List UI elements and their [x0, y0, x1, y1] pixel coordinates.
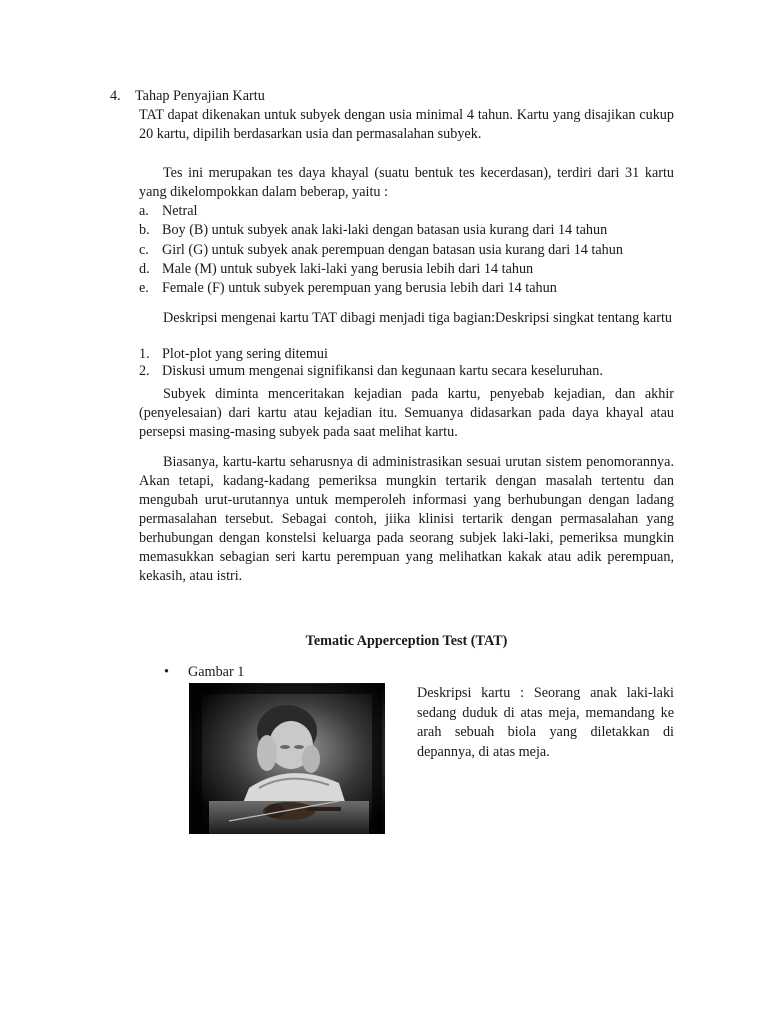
list-item: [139, 260, 679, 279]
list-marker: a.: [139, 203, 149, 219]
tat-title: Tematic Apperception Test (TAT): [305, 633, 508, 649]
bullet-icon: •: [164, 664, 169, 680]
biasanya-paragraph: Biasanya, kartu-kartu seharusnya di administrasikan sesuai urutan sistem penomorannya. Akan tetapi, kadang-kadang pemeriksa mungkin tertarik dengan masalah tertentu dan mengubah urut-urutannya untuk memperoleh informasi yang berhubungan dengan ladang permasalahan tersebut. Sebagai contoh, jiika klinisi tertarik dengan permasalahan yang berhubungan dengan konstelsi keluarga pada seorang subjek laki-laki, pemeriksa mungkin memasukkan sebagian seri kartu perempuan yang melihatkan kakak atau adik perempuan, kekasih, atau istri.: [139, 454, 674, 584]
numbered-marker: 1.: [139, 346, 150, 362]
list-item: [139, 202, 679, 221]
numbered-item: [139, 362, 679, 381]
gambar-bullet-item: [164, 663, 244, 682]
list-marker: e.: [139, 280, 149, 296]
list-text: Girl (G) untuk subyek anak perempuan dengan batasan usia kurang dari 14 tahun: [162, 242, 623, 258]
list-marker: c.: [139, 242, 149, 258]
section-heading: [110, 87, 670, 106]
section-number: 4.: [110, 88, 121, 104]
tat-card-image: [189, 683, 385, 834]
numbered-marker: 2.: [139, 363, 150, 379]
subyek-paragraph: Subyek diminta menceritakan kejadian pada kartu, penyebab kejadian, dan akhir (penyelesaian) dari kartu atau kejadian itu. Semuanya didasarkan pada daya khayal atau persepsi masing-masing subyek pada saat melihat kartu.: [139, 386, 674, 440]
list-text: Boy (B) untuk subyek anak laki-laki dengan batasan usia kurang dari 14 tahun: [162, 222, 608, 238]
tes-paragraph: Tes ini merupakan tes daya khayal (suatu bentuk tes kecerdasan), terdiri dari 31 kartu yang dikelompokkan dalam beberap, yaitu :: [139, 165, 674, 200]
numbered-text: Plot-plot yang sering ditemui: [162, 346, 328, 362]
list-text: Netral: [162, 203, 198, 219]
section-title: Tahap Penyajian Kartu: [135, 88, 265, 104]
boy-with-violin-illustration: [189, 683, 385, 834]
list-text: Female (F) untuk subyek perempuan yang berusia lebih dari 14 tahun: [162, 280, 557, 296]
list-item: [139, 241, 679, 260]
gambar-caption: Deskripsi kartu : Seorang anak laki-laki sedang duduk di atas meja, memandang ke arah sebuah biola yang diletakkan di depannya, di atas meja.: [417, 685, 674, 760]
list-item: [139, 279, 679, 298]
gambar-label: Gambar 1: [188, 664, 245, 680]
numbered-text: Diskusi umum mengenai signifikansi dan kegunaan kartu secara keseluruhan.: [162, 363, 603, 379]
deskripsi-paragraph: Deskripsi mengenai kartu TAT dibagi menjadi tiga bagian:Deskripsi singkat tentang kartu: [163, 310, 672, 326]
intro-paragraph: TAT dapat dikenakan untuk subyek dengan usia minimal 4 tahun. Kartu yang disajikan cukup 20 kartu, dipilih berdasarkan usia dan permasalahan subyek.: [139, 107, 674, 142]
list-marker: d.: [139, 261, 150, 277]
list-item: [139, 221, 679, 240]
list-text: Male (M) untuk subyek laki-laki yang berusia lebih dari 14 tahun: [162, 261, 534, 277]
list-marker: b.: [139, 222, 150, 238]
